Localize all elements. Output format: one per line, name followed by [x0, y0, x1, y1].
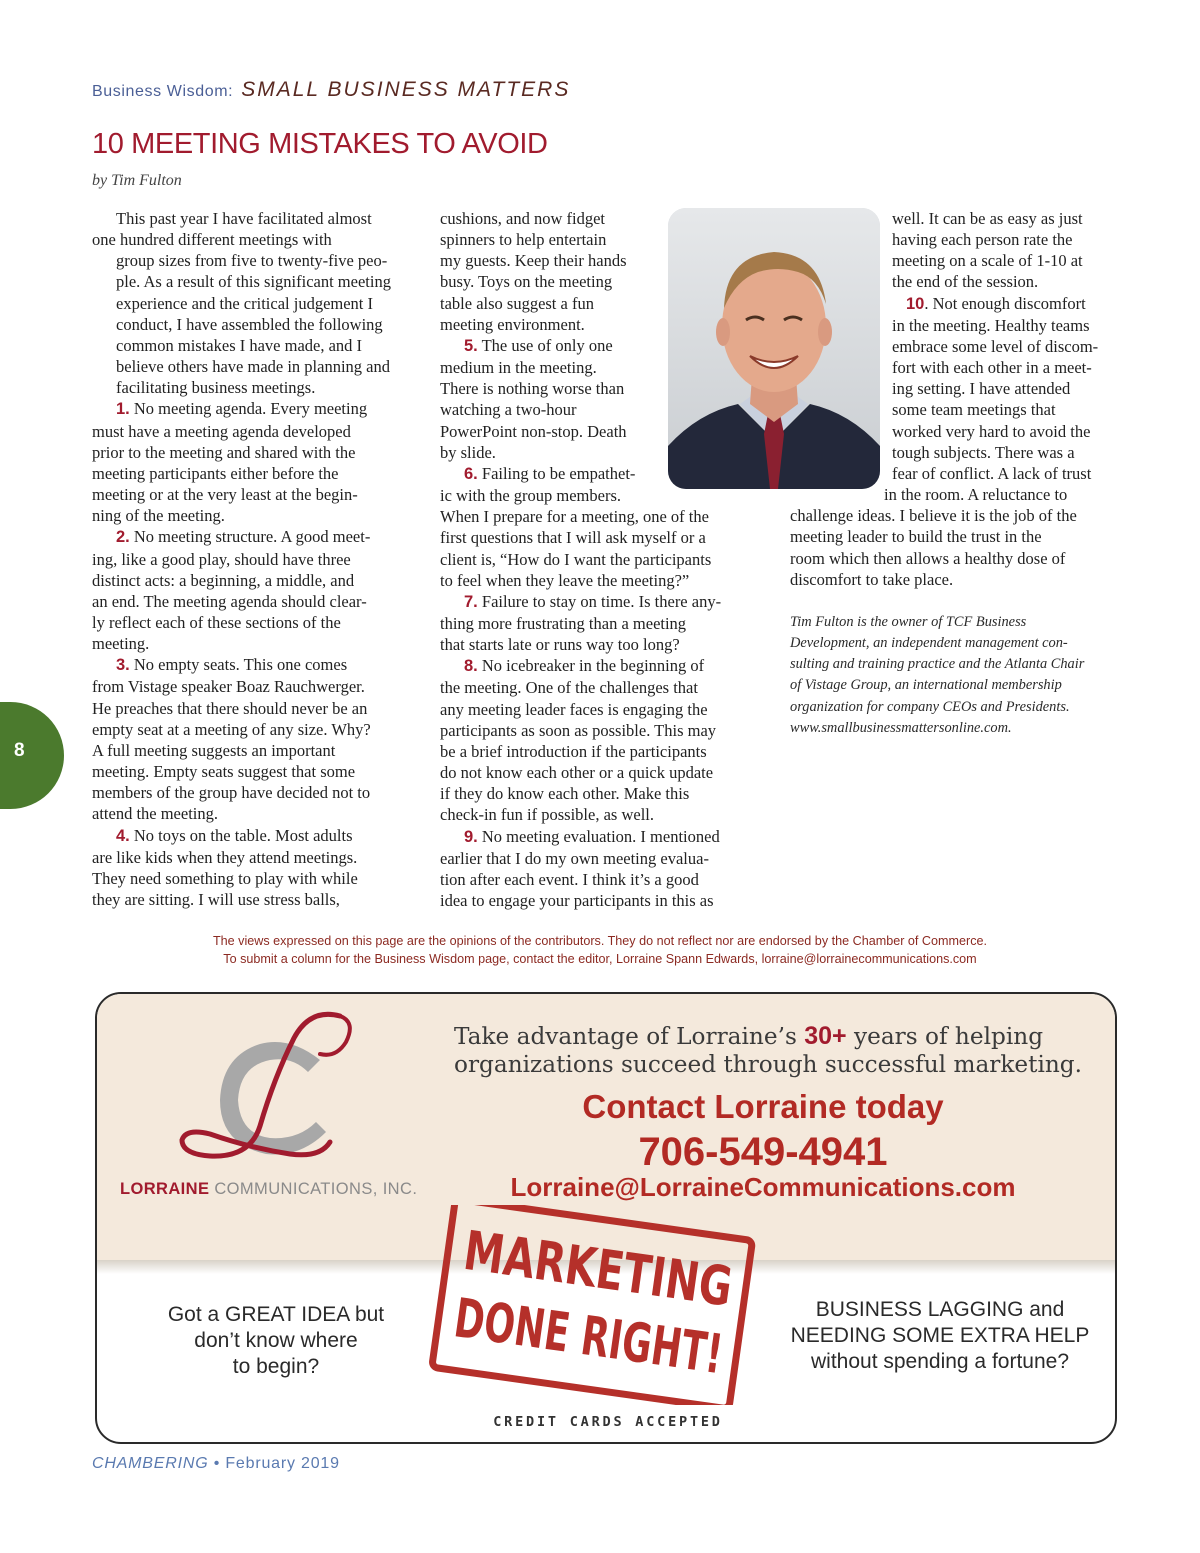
lorraine-logo-text: LORRAINE COMMUNICATIONS, INC.	[120, 1180, 418, 1198]
ad-left-question: Got a GREAT IDEA but don’t know where to begin?	[167, 1303, 385, 1378]
marketing-done-right-stamp	[418, 1205, 768, 1405]
ad-phone-number[interactable]: 706-549-4941	[638, 1130, 888, 1174]
stamp-line-2: DONE RIGHT!	[450, 1286, 768, 1405]
ad-email-link[interactable]: Lorraine@LorraineCommunications.com	[510, 1172, 1016, 1202]
mistake-1-paragraph: 1. No meeting agenda. Every meeting must have a meeting agenda developed prior to the meeting and shared with the meeting participants either before the meeting or at the very least at the begin- ning of the meeting.	[92, 399, 368, 526]
mistake-6-paragraph: 6. Failing to be empathet- ic with the group members. When I prepare for a meeting, one of the first questions that I will ask myself or a client is, “How do I want the participants to feel when they leave the meeting?”	[440, 463, 712, 590]
ad-right-question: BUSINESS LAGGING and NEEDING SOME EXTRA HELP without spending a fortune?	[790, 1298, 1090, 1373]
mistake-8-paragraph: 8. No icebreaker in the beginning of the meeting. One of the challenges that any meeting leader faces is engaging the participants as soon as possible. This may be a brief introduction if the participants do not know each other or a quick update if they do know each other. Make this check-in fun if possible, as well.	[440, 656, 717, 825]
disclaimer-line-2: To submit a column for the Business Wisdom page, contact the editor, Lorraine Spann Edwards, lorraine@lorrainecommunications.com	[223, 952, 977, 966]
disclaimer-line-1: The views expressed on this page are the opinions of the contributors. They do not reflect nor are endorsed by the Chamber of Commerce.	[212, 934, 987, 948]
disclaimer	[0, 932, 1200, 968]
footer-bullet: •	[213, 1455, 221, 1472]
page-footer	[92, 1455, 340, 1473]
mistake-10-paragraph: 10. Not enough discomfort in the meeting. Healthy teams embrace some level of discom- fort with each other in a meet- ing setting. I have attended some team meetings that worked very hard to avoid the tough subjects. There was a fear of conflict. A lack of trust in the room. A reluctance to challenge ideas. I believe it is the job of the meeting leader to build the trust in the room which then allows a healthy dose of discomfort to take place.	[790, 293, 1099, 589]
mistake-number: 8.	[464, 657, 478, 676]
ad-tagline: Take advantage of Lorraine’s 30+ years of helping organizations succeed through successful marketing.	[454, 1022, 1083, 1078]
mistake-number: 3.	[116, 656, 130, 675]
mistake-number: 4.	[116, 826, 130, 845]
mistake-9-paragraph: 9. No meeting evaluation. I mentioned earlier that I do my own meeting evalua- tion after each event. I think it’s a good idea to engage your participants in this as	[440, 826, 720, 910]
publication-name: CHAMBERING	[92, 1455, 209, 1472]
mistake-number: 10	[906, 294, 925, 313]
mistake-number: 7.	[464, 592, 478, 611]
mistake-3-paragraph: 3. No empty seats. This one comes from Vistage speaker Boaz Rauchwerger. He preaches that there should never be an empty seat at a meeting of any size. Why? A full meeting suggests an important meeting. Empty seats suggest that some members of the group have decided not to attend the meeting.	[92, 655, 371, 824]
intro-paragraph: This past year I have facilitated almost one hundred different meetings with group sizes from five to twenty-five peo- ple. As a result of this significant meeting experience and the critical judgement I conduct, I have assembled the following common mistakes I have made, and I believe others have made in planning and facilitating business meetings.	[92, 209, 391, 398]
issue-date: February 2019	[225, 1455, 340, 1472]
author-bio: Tim Fulton is the owner of TCF Business Development, an independent management con- sulting and training practice and the Atlanta Chair of Vistage Group, an international membership organization for company CEOs and Presidents. www.smallbusinessmattersonline.com.	[790, 613, 1085, 736]
mistake-4-paragraph: 4. No toys on the table. Most adults are like kids when they attend meetings. They need something to play with while they are sitting. I will use stress balls,	[92, 825, 358, 909]
mistake-number: 2.	[116, 528, 130, 547]
page-number: 8	[14, 740, 25, 761]
page-number-tab	[0, 702, 64, 809]
mistake-number: 5.	[464, 336, 478, 355]
article-column-1	[92, 208, 412, 910]
mistake-9-continued: well. It can be as easy as just having each person rate the meeting on a scale of 1-10 at the end of the session.	[892, 209, 1083, 292]
mistake-4-continued: cushions, and now fidget spinners to help entertain my guests. Keep their hands busy. Toys on the meeting table also suggest a fun meeting environment.	[440, 209, 627, 334]
stamp-line-1: MARKETING	[460, 1218, 768, 1332]
article-column-3	[790, 208, 1120, 739]
section-name: SMALL BUSINESS MATTERS	[241, 78, 571, 101]
mistake-5-paragraph: 5. The use of only one medium in the meeting. There is nothing worse than watching a two-hour PowerPoint non-stop. Death by slide.	[440, 335, 627, 462]
mistake-2-paragraph: 2. No meeting structure. A good meet- ing, like a good play, should have three distinct acts: a beginning, a middle, and an end. The meeting agenda should clear- ly reflect each of these sections of the meeting.	[92, 527, 371, 654]
years-highlight: 30+	[804, 1022, 847, 1050]
article-headline: 10 MEETING MISTAKES TO AVOID	[92, 128, 548, 160]
article-byline: by Tim Fulton	[92, 172, 182, 189]
credit-cards-accepted: CREDIT CARDS ACCEPTED	[493, 1414, 723, 1430]
mistake-number: 6.	[464, 464, 478, 483]
lorraine-logo-mark	[170, 1008, 370, 1168]
mistake-number: 9.	[464, 827, 478, 846]
ad-contact-heading: Contact Lorraine today	[582, 1088, 944, 1125]
section-header	[92, 78, 570, 102]
mistake-number: 1.	[116, 400, 130, 419]
mistake-7-paragraph: 7. Failure to stay on time. Is there any- thing more frustrating than a meeting that starts late or runs way too long?	[440, 591, 722, 655]
section-label: Business Wisdom:	[92, 83, 234, 100]
